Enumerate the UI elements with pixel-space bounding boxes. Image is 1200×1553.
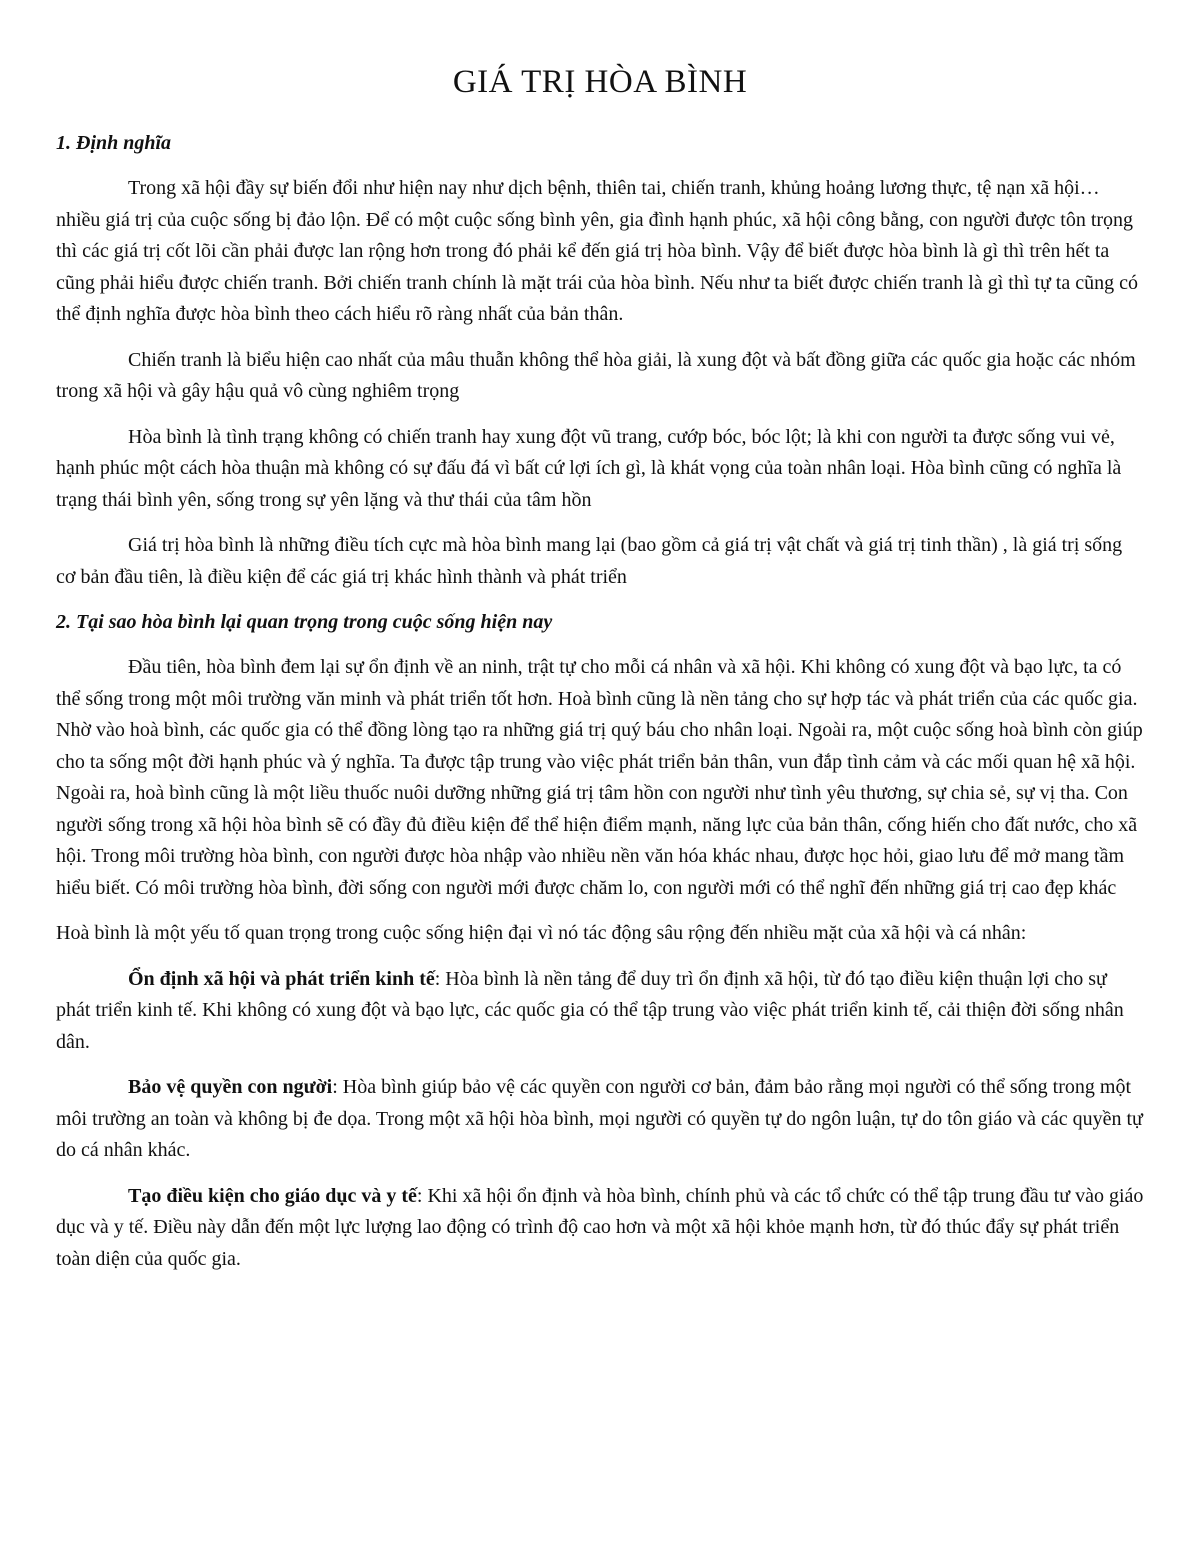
point-paragraph-3 xyxy=(56,1181,1144,1276)
section-1-paragraph-4: Giá trị hòa bình là những điều tích cực mà hòa bình mang lại (bao gồm cả giá trị vật chất và giá trị tinh thần) , là giá trị sống cơ bản đầu tiên, là điều kiện để các giá trị khác hình thành và phát triển xyxy=(56,534,1123,588)
section-1-paragraph-3: Hòa bình là tình trạng không có chiến tranh hay xung đột vũ trang, cướp bóc, bóc lột; là khi con người ta được sống vui vẻ, hạnh phúc một cách hòa thuận mà không có sự đấu đá vì bất cứ lợi ích gì, là khát vọng của toàn nhân loại. Hòa bình cũng có nghĩa là trạng thái bình yên, sống trong sự yên lặng và thư thái của tâm hồn xyxy=(56,425,1122,511)
point-paragraph-1 xyxy=(56,964,1144,1059)
section-1-paragraph-1: Trong xã hội đầy sự biến đổi như hiện nay như dịch bệnh, thiên tai, chiến tranh, khủng hoảng lương thực, tệ nạn xã hội… nhiều giá trị của cuộc sống bị đảo lộn. Để có một cuộc sống bình yên, gia đình hạnh phúc, xã hội công bằng, con người được tôn trọng thì các giá trị cốt lõi cần phải được lan rộng hơn trong đó phải kể đến giá trị hòa bình. Vậy để biết được hòa bình là gì thì trên hết ta cũng phải hiểu được chiến tranh. Bởi chiến tranh chính là mặt trái của hòa bình. Nếu như ta biết được chiến tranh là gì thì tự ta cũng có thể định nghĩa được hòa bình theo cách hiểu rõ ràng nhất của bản thân. xyxy=(56,177,1138,325)
point-text-3: : Khi xã hội ổn định và hòa bình, chính phủ và các tổ chức có thể tập trung đầu tư vào giáo dục và y tế. Điều này dẫn đến một lực lượng lao động có trình độ cao hơn và một xã hội khỏe mạnh hơn, từ đó thúc đẩy sự phát triển toàn diện của quốc gia. xyxy=(56,1184,1144,1270)
point-text-1: : Hòa bình là nền tảng để duy trì ổn định xã hội, từ đó tạo điều kiện thuận lợi cho sự phát triển kinh tế. Khi không có xung đột và bạo lực, các quốc gia có thể tập trung vào việc phát triển kinh tế, cải thiện đời sống nhân dân. xyxy=(56,967,1124,1053)
document-page xyxy=(56,50,1144,1289)
section-2-intro-paragraph: Đầu tiên, hòa bình đem lại sự ổn định về an ninh, trật tự cho mỗi cá nhân và xã hội. Khi không có xung đột và bạo lực, ta có thể sống trong một môi trường văn minh và phát triển tốt hơn. Hoà bình cũng là nền tảng cho sự hợp tác và phát triển của các quốc gia. Nhờ vào hoà bình, các quốc gia có thể đồng lòng tạo ra những giá trị quý báu cho nhân loại. Ngoài ra, một cuộc sống hoà bình còn giúp cho ta sống một đời hạnh phúc và ý nghĩa. Ta được tập trung vào việc phát triển bản thân, vun đắp tình cảm và các mối quan hệ xã hội. Ngoài ra, hoà bình cũng là một liều thuốc nuôi dưỡng những giá trị tâm hồn con người như tình yêu thương, sự chia sẻ, sự vị tha. Con người sống trong xã hội hòa bình sẽ có đầy đủ điều kiện để thể hiện điểm mạnh, năng lực của bản thân, cống hiến cho đất nước, cho xã hội. Trong môi trường hòa bình, con người được hòa nhập vào nhiều nền văn hóa khác nhau, được học hỏi, giao lưu để mở mang tầm hiểu biết. Có môi trường hòa bình, đời sống con người mới được chăm lo, con người mới có thể nghĩ đến những giá trị cao đẹp khác xyxy=(56,656,1143,899)
point-text-2: : Hòa bình giúp bảo vệ các quyền con người cơ bản, đảm bảo rằng mọi người có thể sống trong một môi trường an toàn và không bị đe dọa. Trong một xã hội hòa bình, mọi người có quyền tự do ngôn luận, tự do tôn giáo và các quyền tự do cá nhân khác. xyxy=(56,1076,1143,1161)
section-1-heading: 1. Định nghĩa xyxy=(56,132,172,154)
section-2-heading: 2. Tại sao hòa bình lại quan trọng trong cuộc sống hiện nay xyxy=(56,611,553,633)
point-term-2: Bảo vệ quyền con người xyxy=(128,1076,333,1098)
document-title: GIÁ TRỊ HÒA BÌNH xyxy=(452,64,748,100)
point-term-3: Tạo điều kiện cho giáo dục và y tế xyxy=(128,1184,417,1207)
point-paragraph-2 xyxy=(56,1072,1144,1167)
point-term-1: Ổn định xã hội và phát triển kinh tế xyxy=(128,967,435,990)
section-1-paragraph-2: Chiến tranh là biểu hiện cao nhất của mâu thuẫn không thể hòa giải, là xung đột và bất đồng giữa các quốc gia hoặc các nhóm trong xã hội và gây hậu quả vô cùng nghiêm trọng xyxy=(56,348,1136,402)
section-2-lead-paragraph: Hoà bình là một yếu tố quan trọng trong cuộc sống hiện đại vì nó tác động sâu rộng đến nhiều mặt của xã hội và cá nhân: xyxy=(56,922,1027,944)
